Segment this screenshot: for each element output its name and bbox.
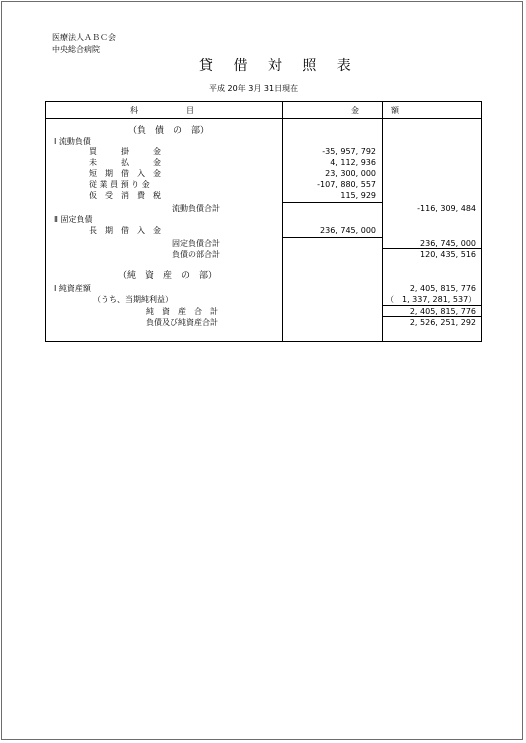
- line-item-label: 仮 受 消 費 税: [89, 191, 161, 200]
- subtotal-rule: [382, 248, 482, 249]
- grand-total-value: 2, 526, 251, 292: [409, 318, 476, 327]
- fixed-liabilities-total-value: 236, 745, 000: [420, 239, 476, 248]
- current-liabilities-heading: Ⅰ 流動負債: [54, 137, 91, 146]
- net-assets-heading: Ⅰ 純資産額: [54, 284, 91, 293]
- line-item-label: 未 払 金: [89, 158, 161, 167]
- liabilities-total-value: 120, 435, 516: [420, 250, 476, 259]
- line-item-value: 23, 300, 000: [325, 169, 376, 178]
- as-of-date: 平成 20年 3月 31日現在: [209, 84, 299, 93]
- subtotal-rule: [382, 316, 482, 317]
- org-name: 医療法人ＡＢＣ会: [52, 33, 116, 42]
- current-liabilities-total-label: 流動負債合計: [172, 204, 220, 213]
- subtotal-rule: [282, 237, 382, 238]
- subject-column-header: 科 目: [130, 106, 194, 115]
- document-title: 貸 借 対 照 表: [199, 58, 359, 74]
- line-item-value: 115, 929: [340, 191, 376, 200]
- line-item-value: -107, 880, 557: [317, 180, 376, 189]
- fixed-liabilities-heading: Ⅱ 固定負債: [54, 215, 93, 224]
- current-profit-label: （うち、当期純利益）: [93, 295, 173, 304]
- amount-column-header: 金 額: [351, 106, 399, 115]
- net-assets-value: 2, 405, 815, 776: [409, 284, 476, 293]
- current-liabilities-total-value: -116, 309, 484: [417, 204, 476, 213]
- line-item-value: 236, 745, 000: [320, 226, 376, 235]
- fixed-liabilities-total-label: 固定負債合計: [172, 239, 220, 248]
- grand-total-label: 負債及び純資産合計: [146, 318, 218, 327]
- net-assets-total-label: 純 資 産 合 計: [146, 307, 218, 316]
- line-item-label: 買 掛 金: [89, 147, 161, 156]
- liabilities-section-title: （負 債 の 部）: [128, 126, 210, 136]
- subtotal-rule: [382, 305, 482, 306]
- subtotal-rule: [282, 202, 382, 203]
- line-item-label: 短 期 借 入 金: [89, 169, 161, 178]
- hospital-name: 中央総合病院: [52, 45, 100, 54]
- net-assets-total-value: 2, 405, 815, 776: [409, 307, 476, 316]
- net-assets-section-title: （純 資 産 の 部）: [118, 271, 218, 281]
- line-item-value: 4, 112, 936: [330, 158, 376, 167]
- column-divider-1: [282, 101, 283, 342]
- line-item-value: -35, 957, 792: [322, 147, 376, 156]
- liabilities-total-label: 負債の部合計: [172, 250, 220, 259]
- current-profit-value: （ 1, 337, 281, 537）: [386, 295, 477, 304]
- line-item-label: 長 期 借 入 金: [89, 226, 161, 235]
- line-item-label: 従 業 員 預 り 金: [89, 180, 150, 189]
- header-divider: [45, 118, 482, 119]
